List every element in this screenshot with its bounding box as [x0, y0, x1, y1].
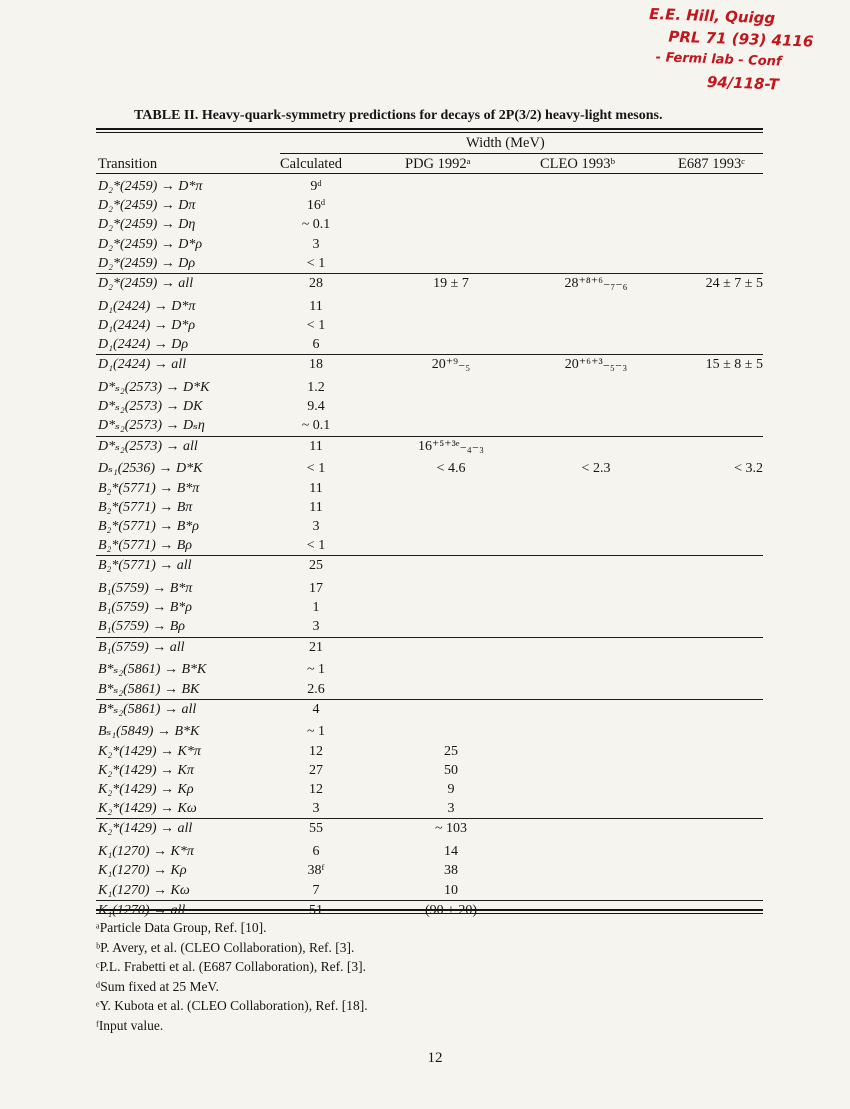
calculated-cell: 3 [312, 236, 320, 252]
table-row [96, 818, 763, 838]
table-row [96, 761, 763, 780]
table-row [96, 436, 763, 456]
table-row [96, 517, 763, 536]
e687-cell: 15 ± 8 ± 5 [705, 357, 763, 373]
header-width-group: Width (MeV) [466, 135, 545, 151]
pdg-cell: 50 [444, 762, 458, 778]
cleo-cell: 28⁺⁸⁺⁶₋₇₋₆ [564, 276, 628, 291]
table-row [96, 881, 763, 900]
table-row [96, 680, 763, 699]
calculated-cell: < 1 [306, 461, 326, 477]
transition-cell: D₂*(2459) → all [98, 276, 194, 291]
footnote-b: ᵇP. Avery, et al. (CLEO Collaboration), Ref. [3]. [96, 939, 355, 955]
table-row [96, 799, 763, 818]
transition-cell: B₂*(5771) → all [98, 558, 192, 574]
table-row [96, 617, 763, 636]
pdg-cell: 20⁺⁹₋₅ [431, 357, 471, 373]
calculated-cell: < 1 [306, 255, 326, 271]
table-row [96, 397, 763, 416]
transition-cell: D₁(2424) → all [98, 357, 187, 373]
e687-cell: < 3.2 [734, 461, 763, 477]
table-row [96, 579, 763, 598]
cleo-cell: 20⁺⁶⁺³₋₅₋₃ [564, 357, 628, 373]
calculated-cell: 12 [309, 782, 323, 797]
table-row [96, 536, 763, 555]
table-row [96, 235, 763, 254]
top-rule [96, 128, 763, 130]
table-row [96, 316, 763, 335]
calculated-cell: 11 [309, 438, 323, 454]
calculated-cell: 9ᵈ [310, 179, 322, 194]
header-transition: Transition [98, 156, 158, 172]
handwritten-annotation [637, 3, 840, 98]
transition-cell: K₂*(1429) → all [98, 821, 193, 837]
calculated-cell: 9.4 [307, 399, 325, 415]
calculated-cell: 21 [309, 639, 323, 655]
transition-cell: B₁(5759) → Bρ [98, 619, 186, 635]
calculated-cell: 25 [309, 558, 323, 574]
table-row [96, 378, 763, 397]
transition-cell: D₁(2424) → D*ρ [98, 317, 196, 333]
calculated-cell: 3 [312, 619, 320, 635]
annotation-line-2: PRL 71 (93) 4116 [668, 27, 814, 51]
transition-cell: B*ₛ₂(5861) → BK [98, 681, 200, 697]
transition-cell: K₁(1270) → K*π [98, 844, 194, 860]
table-row [96, 254, 763, 273]
transition-cell: D*ₛ₂(2573) → all [98, 438, 198, 454]
table-row [96, 196, 763, 215]
calculated-cell: 18 [309, 357, 323, 373]
table-caption: TABLE II. Heavy-quark-symmetry predictions for decays of 2P(3/2) heavy-light mesons. [134, 108, 663, 123]
table-row [96, 273, 763, 293]
calculated-cell: 16ᵈ [306, 198, 326, 214]
calculated-cell: 11 [309, 480, 323, 496]
pdg-cell: 25 [444, 743, 458, 759]
annotation-line-4: 94/118-T [706, 72, 780, 94]
table-row [96, 297, 763, 316]
calculated-cell: < 1 [306, 538, 326, 554]
pdg-cell: 38 [444, 863, 458, 879]
calculated-cell: 6 [312, 844, 320, 860]
table-row [96, 637, 763, 657]
table-row [96, 842, 763, 861]
calculated-cell: 6 [312, 337, 320, 353]
transition-cell: K₂*(1429) → Kω [98, 801, 197, 817]
transition-cell: B*ₛ₂(5861) → B*K [98, 662, 207, 678]
calculated-cell: 1 [312, 600, 320, 616]
table-row [96, 498, 763, 517]
transition-cell: K₂*(1429) → Kρ [98, 782, 194, 797]
calculated-cell: 17 [309, 581, 323, 596]
annotation-line-3: - Fermi lab - Conf [655, 50, 782, 70]
footnote-f: ᶠInput value. [96, 1017, 164, 1033]
top-rule-2 [96, 132, 763, 133]
transition-cell: D*ₛ₂(2573) → Dₛη [98, 418, 205, 434]
pdg-cell: ~ 103 [434, 821, 468, 837]
calculated-cell: < 1 [306, 317, 326, 333]
transition-cell: B₁(5759) → B*ρ [98, 600, 193, 616]
pdg-cell: 19 ± 7 [433, 276, 469, 291]
bottom-rule-2 [96, 913, 763, 914]
transition-cell: B₁(5759) → B*π [98, 581, 193, 596]
header-cleo: CLEO 1993ᵇ [540, 156, 615, 172]
calculated-cell: ~ 1 [306, 662, 326, 678]
calculated-cell: 2.6 [307, 681, 325, 697]
calculated-cell: 11 [309, 499, 323, 515]
bottom-rule [96, 909, 763, 911]
footnote-d: ᵈSum fixed at 25 MeV. [96, 978, 219, 994]
calculated-cell: 27 [309, 762, 323, 778]
table-row [96, 699, 763, 719]
transition-cell: D₂*(2459) → D*π [98, 179, 203, 194]
transition-cell: B₂*(5771) → B*ρ [98, 518, 200, 534]
pdg-cell: 3 [447, 801, 455, 817]
footnote-e: ᵉY. Kubota et al. (CLEO Collaboration), Ref. [18]. [96, 998, 368, 1014]
table-row [96, 742, 763, 761]
calculated-cell: 4 [312, 701, 320, 717]
transition-cell: K₂*(1429) → Kπ [98, 762, 194, 778]
calculated-cell: ~ 1 [306, 724, 326, 740]
pdg-cell: 10 [444, 882, 458, 898]
transition-cell: B₂*(5771) → Bρ [98, 538, 193, 554]
transition-cell: B₁(5759) → all [98, 639, 185, 655]
calculated-cell: 28 [309, 276, 323, 291]
table-row [96, 555, 763, 575]
pdg-cell: 16⁺⁵⁺³ᵉ₋₄₋₃ [418, 438, 484, 454]
footnotes [96, 918, 368, 1036]
calculated-cell: 3 [312, 518, 320, 534]
transition-cell: Bₛ₁(5849) → B*K [98, 724, 200, 740]
table-row [96, 479, 763, 498]
calculated-cell: 1.2 [307, 380, 325, 395]
transition-cell: D₂*(2459) → D*ρ [98, 236, 203, 252]
transition-cell: K₁(1270) → Kρ [98, 863, 187, 879]
table-row [96, 722, 763, 741]
calculated-cell: 55 [309, 821, 323, 837]
table-row [96, 416, 763, 435]
e687-cell: 24 ± 7 ± 5 [705, 276, 763, 291]
annotation-line-1: E.E. Hill, Quigg [648, 4, 776, 28]
calculated-cell: 12 [309, 743, 323, 759]
table-row [96, 215, 763, 234]
table-row [96, 354, 763, 374]
page-number: 12 [427, 1050, 443, 1066]
transition-cell: B₂*(5771) → B*π [98, 480, 200, 496]
transition-cell: K₁(1270) → Kω [98, 882, 190, 898]
transition-cell: D₁(2424) → D*π [98, 298, 196, 314]
table-row [96, 335, 763, 354]
transition-cell: D₂*(2459) → Dρ [98, 255, 196, 271]
table-row [96, 660, 763, 679]
header-e687: E687 1993ᶜ [678, 156, 745, 172]
transition-cell: D₂*(2459) → Dη [98, 217, 196, 233]
calculated-cell: ~ 0.1 [301, 217, 331, 233]
transition-cell: K₂*(1429) → K*π [98, 743, 201, 759]
transition-cell: D*ₛ₂(2573) → DK [98, 399, 203, 415]
transition-cell: Dₛ₁(2536) → D*K [98, 461, 203, 477]
pdg-cell: < 4.6 [436, 461, 466, 477]
transition-cell: D*ₛ₂(2573) → D*K [98, 380, 210, 395]
pdg-cell: 14 [444, 844, 458, 860]
table-row [96, 598, 763, 617]
calculated-cell: 3 [312, 801, 320, 817]
table-row [96, 780, 763, 799]
pdg-cell: 9 [447, 782, 455, 797]
cleo-cell: < 2.3 [581, 461, 611, 477]
table-row [96, 177, 763, 196]
header-pdg: PDG 1992ᵃ [405, 156, 471, 172]
width-group-rule [280, 153, 763, 154]
transition-cell: B₂*(5771) → Bπ [98, 499, 193, 515]
calculated-cell: 7 [312, 882, 320, 898]
table-row [96, 459, 763, 478]
calculated-cell: ~ 0.1 [301, 418, 331, 434]
header-calculated: Calculated [280, 156, 343, 172]
table-row [96, 861, 763, 880]
header-rule [96, 173, 763, 174]
calculated-cell: 11 [309, 298, 323, 314]
footnote-a: ᵃParticle Data Group, Ref. [10]. [96, 920, 267, 935]
transition-cell: D₁(2424) → Dρ [98, 337, 189, 353]
footnote-c: ᶜP.L. Frabetti et al. (E687 Collaboration), Ref. [3]. [96, 959, 367, 975]
transition-cell: D₂*(2459) → Dπ [98, 198, 196, 214]
calculated-cell: 38ᶠ [307, 863, 325, 879]
transition-cell: B*ₛ₂(5861) → all [98, 701, 197, 717]
